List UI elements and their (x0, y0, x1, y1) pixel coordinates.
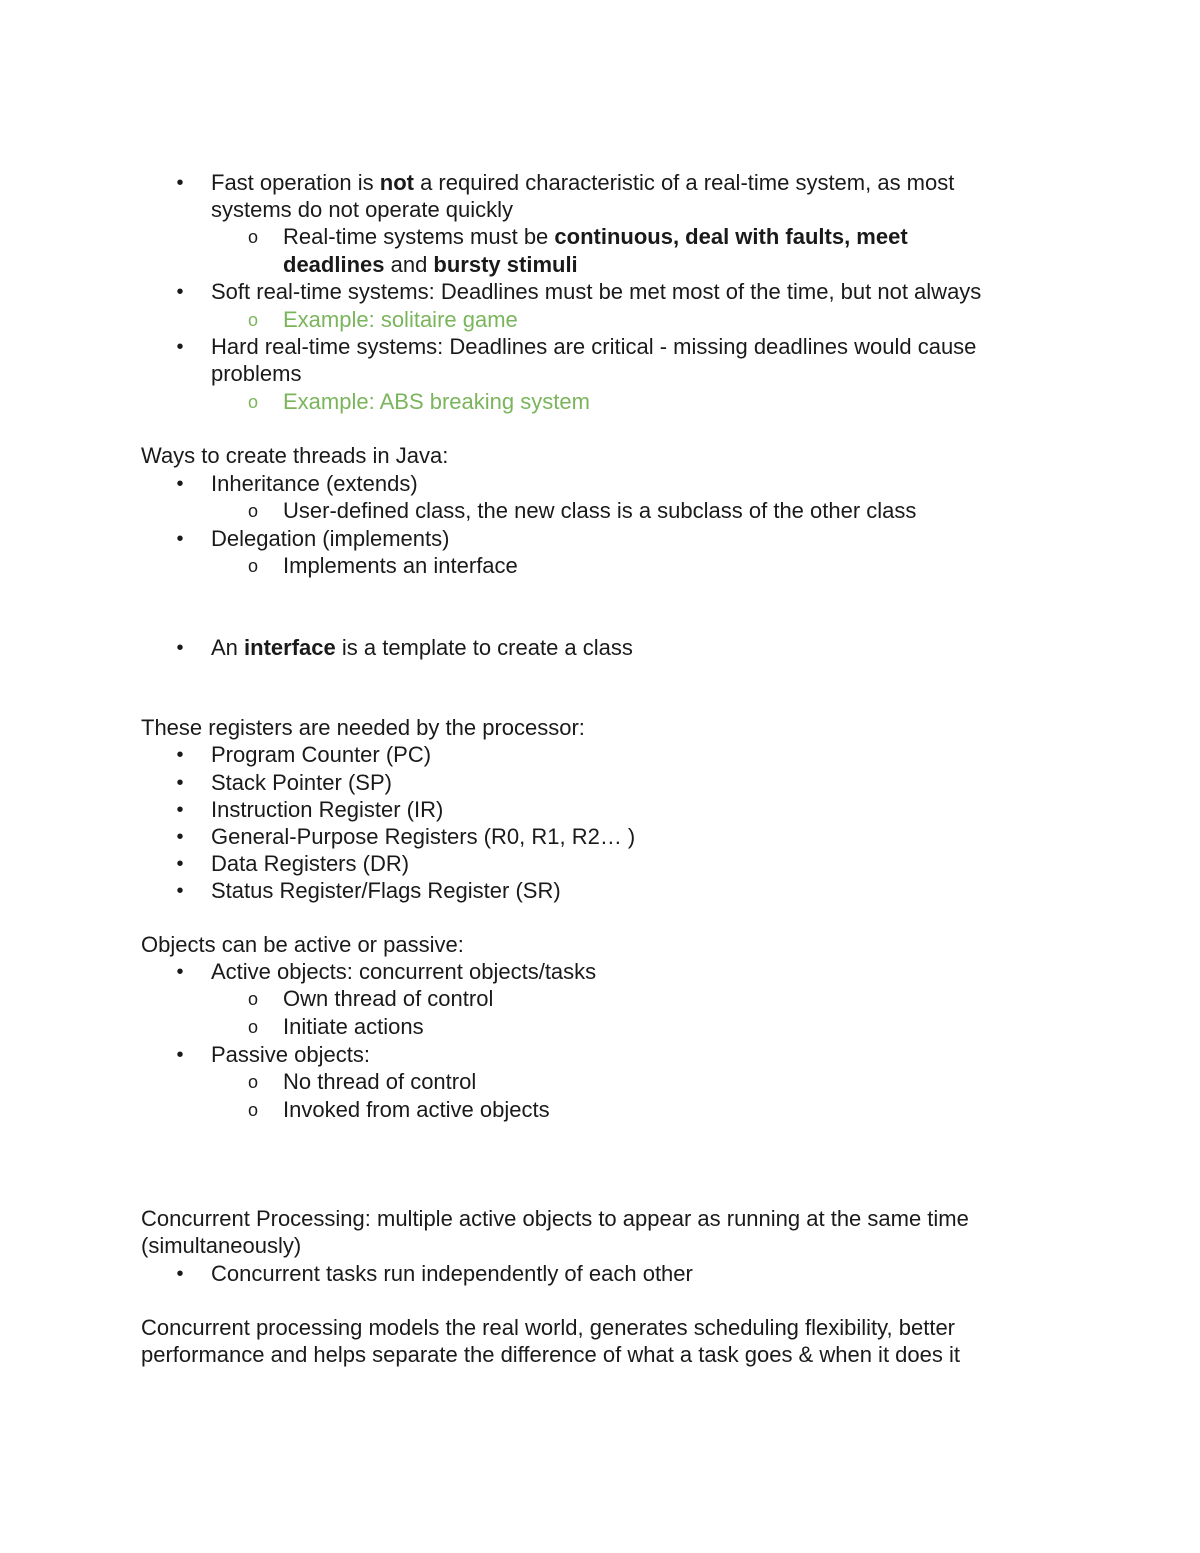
bullet: • (176, 853, 184, 875)
bullet: • (176, 172, 184, 194)
sub-bullet: o (247, 989, 258, 1009)
sub-bullet: o (247, 310, 258, 330)
bullet: • (176, 473, 184, 495)
bullet: • (176, 961, 184, 983)
bullet: • (176, 637, 184, 659)
bullet: • (176, 1044, 184, 1066)
bullet: • (176, 336, 184, 358)
bullet: • (176, 799, 184, 821)
bullet: • (176, 880, 184, 902)
bullet: • (176, 744, 184, 766)
sub-bullet: o (247, 501, 258, 521)
bullet: • (176, 1263, 184, 1285)
bullet: • (176, 528, 184, 550)
sub-bullet: o (247, 1072, 258, 1092)
sub-bullet: o (247, 556, 258, 576)
sub-bullet: o (247, 1017, 258, 1037)
document-page: • Fast operation is not a required characteristic of a real-time system, as most systems do not operate quickly o Real-time systems must be continuous, deal with faults, meet deadlines and bursty stimuli • Soft real-time systems: Deadlines must be met most of the time, but not always o Example: solitaire game • Hard real-time systems: Deadlines are critical - missing deadlines would cause problems o Example: ABS breaking system Ways to create threads in Java: • Inheritance (extends) o User-defined class, the new class is a subclass of the other class • Delegation (implements) o Implements an interface • An interface is a template to create a class These registers are needed by the processor: • Program Counter (PC) • Stack Pointer (SP) • Instruction Register (IR) • General-Purpose Registers (R0, R1, R2… ) • Data Registers (DR) • Status Register/Flags Register (SR) Objects can be active or passive: • Active objects: concurrent objects/tasks o Own thread of control o Initiate actions • Passive objects: o No thread of control o Invoked from active objects Concurrent Processing: multiple active objects to appear as running at the same time (simultaneously) • Concurrent tasks run independently of each other Concurrent processing models the real world, generates scheduling flexibility, better performance and helps separate the difference of what a task goes & when it does it (141, 170, 982, 1367)
sub-bullet: o (247, 227, 258, 247)
bullet: • (176, 826, 184, 848)
bullet: • (176, 772, 184, 794)
sub-bullet: o (247, 392, 258, 412)
sub-bullet: o (247, 1100, 258, 1120)
bullet: • (176, 281, 184, 303)
